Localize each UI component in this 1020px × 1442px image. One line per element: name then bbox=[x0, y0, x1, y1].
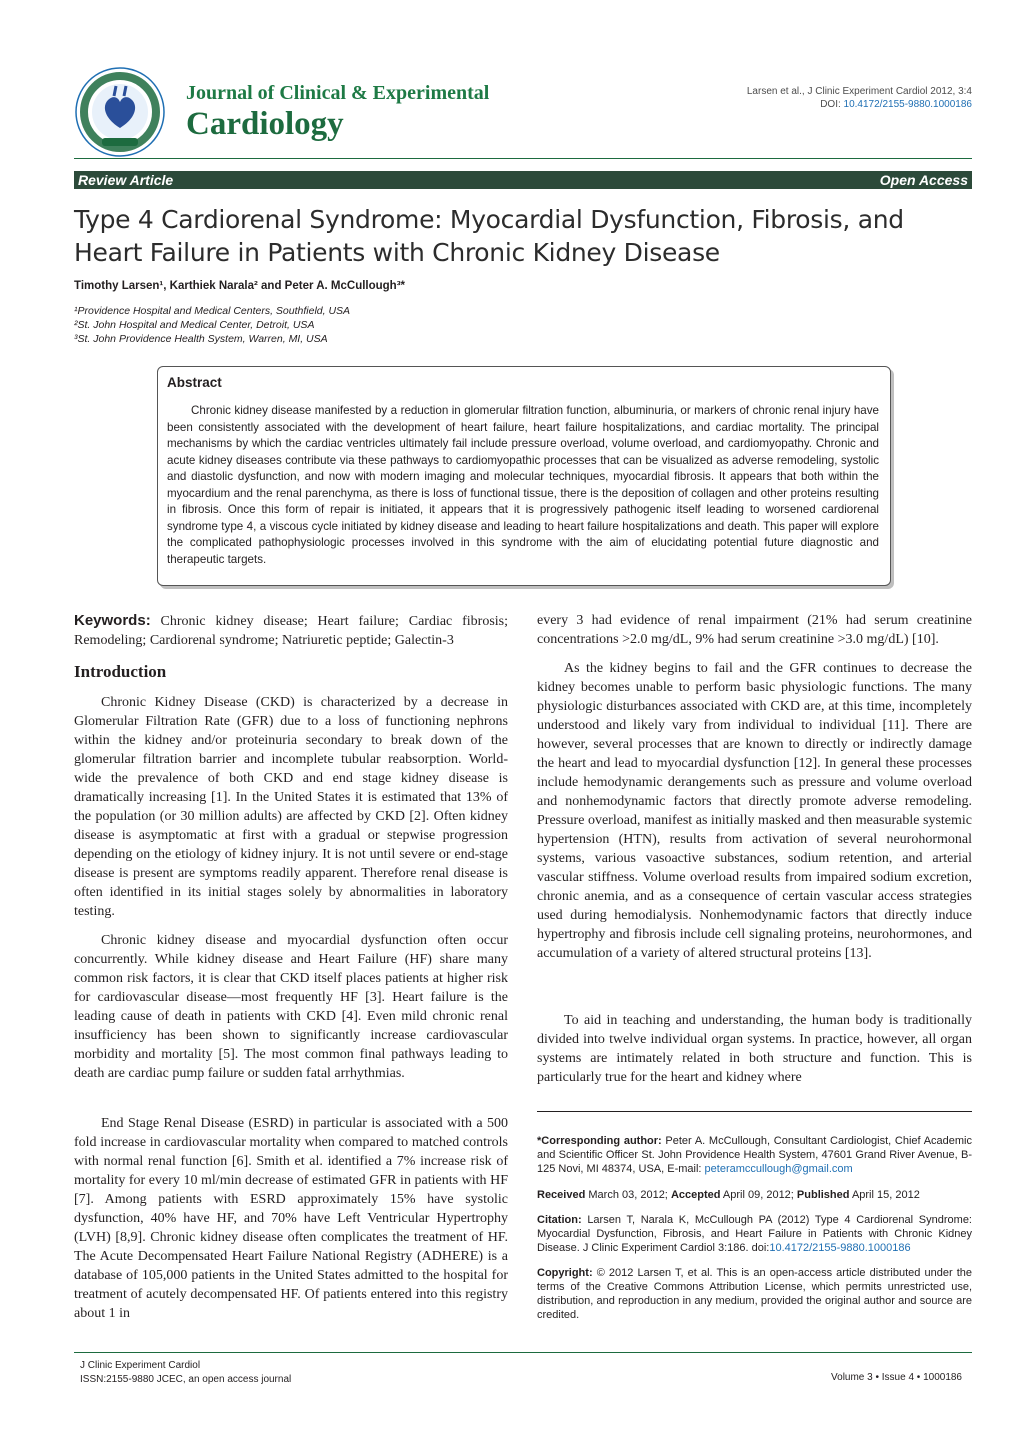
keywords bbox=[74, 611, 508, 650]
accepted-date: April 09, 2012; bbox=[722, 1189, 794, 1201]
footer-volume: Volume 3 • Issue 4 • 1000186 bbox=[831, 1372, 962, 1383]
footer-issn: ISSN:2155-9880 JCEC, an open access journal bbox=[80, 1374, 292, 1385]
right-para-3 bbox=[537, 1011, 972, 1087]
affiliation-3: ³St. John Providence Health System, Warren, MI, USA bbox=[74, 333, 328, 345]
corresponding-author bbox=[537, 1134, 972, 1176]
left-para-2 bbox=[74, 931, 508, 1083]
article-type-bar bbox=[74, 171, 972, 189]
open-access-label: Open Access bbox=[879, 172, 968, 188]
paragraph: End Stage Renal Disease (ESRD) in particular is associated with a 500 fold increase in cardiovascular mortality when compared to matched controls with normal renal function [6]. Smith et al. identified a 7% increase risk of mortality for every 10 ml/min decrease of estimated GFR in patients with HF [7]. Among patients with ESRD approximately 15% have systolic dysfunction, 40% have HF, and 70% have Left Ventricular Hypertrophy (LVH) [8,9]. Chronic kidney disease often complicates the treatment of HF. The Acute Decompensated Heart Failure National Registry (ADHERE) is a database of 105,000 patients in the United States admitted to the hospital for treatment of acutely decompensated HF. Of patients entered into this registry about 1 in bbox=[74, 1116, 508, 1321]
corr-label: *Corresponding author: bbox=[537, 1135, 662, 1147]
notes-divider bbox=[537, 1111, 972, 1112]
citation-note bbox=[537, 1213, 972, 1255]
keywords-text: Chronic kidney disease; Heart failure; Cardiac fibrosis; Remodeling; Cardiorenal syndrome; Natriuretic peptide; Galectin-3 bbox=[74, 614, 508, 648]
received-date: March 03, 2012; bbox=[588, 1189, 668, 1201]
abstract-box bbox=[157, 366, 891, 586]
paragraph: Chronic Kidney Disease (CKD) is characterized by a decrease in Glomerular Filtration Rate (GFR) due to a loss of functioning nephrons within the kidney and/or proteinuria secondary to break down of the glomerular filtration barrier and incomplete tubular reabsorption. World-wide the prevalence of both CKD and end stage kidney disease is dramatically increasing [1]. In the United States it is estimated that 13% of the population (or 30 million adults) are affected by CKD [2]. Often kidney disease is asymptomatic at first with a gradual or stepwise progression depending on the etiology of kidney injury. It is not until severe or end-stage disease is present are symptoms readily apparent. Therefore renal disease is often identified in its initial stages solely by abnormalities in laboratory testing. bbox=[74, 695, 508, 919]
article-title: Type 4 Cardiorenal Syndrome: Myocardial Dysfunction, Fibrosis, and Heart Failure in Patients with Chronic Kidney Disease bbox=[74, 205, 904, 267]
abstract-heading: Abstract bbox=[167, 375, 222, 390]
corr-email-link[interactable]: peteramccullough@gmail.com bbox=[704, 1163, 853, 1175]
authors: Timothy Larsen¹, Karthiek Narala² and Peter A. McCullough³* bbox=[74, 280, 406, 292]
received-label: Received bbox=[537, 1189, 586, 1201]
accepted-label: Accepted bbox=[670, 1189, 721, 1201]
footer-divider bbox=[74, 1352, 972, 1353]
right-para-1 bbox=[537, 611, 972, 649]
footer-left bbox=[80, 1359, 291, 1387]
affiliation-1: ¹Providence Hospital and Medical Centers, Southfield, USA bbox=[74, 305, 351, 317]
introduction-heading: Introduction bbox=[74, 662, 167, 681]
citation-text-note: Larsen T, Narala K, McCullough PA (2012) Type 4 Cardiorenal Syndrome: Myocardial Dysfunction, Fibrosis, and Heart Failure in Patients with Chronic Kidney Disease. J Clinic Experiment Cardiol 3:186. doi: bbox=[537, 1214, 972, 1254]
journal-logo bbox=[74, 66, 166, 158]
published-date: April 15, 2012 bbox=[851, 1189, 920, 1201]
copyright-note bbox=[537, 1266, 972, 1322]
paragraph: To aid in teaching and understanding, the human body is traditionally divided into twelve individual organ systems. In practice, however, all organ systems are intimately related in both structure and function. This is particularly true for the heart and kidney where bbox=[537, 1013, 972, 1085]
doi-link[interactable]: 10.4172/2155-9880.1000186 bbox=[843, 99, 972, 110]
citation-label: Citation: bbox=[537, 1214, 582, 1226]
copyright-label: Copyright: bbox=[537, 1267, 593, 1279]
header-divider bbox=[74, 158, 972, 159]
dates-line bbox=[537, 1188, 972, 1202]
keywords-label: Keywords: bbox=[74, 612, 151, 629]
citation-doi-link[interactable]: 10.4172/2155-9880.1000186 bbox=[769, 1242, 911, 1254]
left-para-3 bbox=[74, 1114, 508, 1323]
footer-journal: J Clinic Experiment Cardiol bbox=[80, 1360, 201, 1371]
paragraph: every 3 had evidence of renal impairment (21% had serum creatinine concentrations >2.0 mg/dL, 9% had serum creatinine >3.0 mg/dL) [10]. bbox=[537, 613, 972, 647]
paragraph: Chronic kidney disease and myocardial dysfunction often occur concurrently. While kidney disease and Heart Failure (HF) share many common risk factors, it is clear that CKD itself places patients at higher risk for cardiovascular disease—most frequently HF [3]. Heart failure is the leading cause of death in patients with CKD [4]. Even mild chronic renal insufficiency has been shown to significantly increase cardiovascular morbidity and mortality [5]. The most common final pathways leading to death are cardiac pump failure or sudden fatal arrhythmias. bbox=[74, 933, 508, 1081]
published-label: Published bbox=[796, 1189, 850, 1201]
paragraph: As the kidney begins to fail and the GFR continues to decrease the kidney becomes unable to perform basic physiologic functions. The many physiologic disturbances associated with CKD are, at this time, incompletely understood and likely vary from individual to individual [11]. There are however, several processes that are known to directly or indirectly damage the heart and lead to myocardial dysfunction [12]. In general these processes include hemodynamic derangements such as pressure and volume overload and nonhemodynamic factors that directly promote adverse remodeling. Pressure overload, manifest as initially masked and then measurable systemic hypertension (HTN), results from activation of several neurohormonal systems, various vasoactive substances, sodium retention, and arterial vascular stiffness. Volume overload results from impaired sodium excretion, chronic anemia, and as a consequence of certain vascular access strategies used during hemodialysis. Nonhemodynamic factors that directly induce hypertrophy and fibrosis include cell signaling proteins, neurohormones, and accumulation of a variety of altered structural proteins [13]. bbox=[537, 661, 972, 961]
citation-text: Larsen et al., J Clinic Experiment Cardiol 2012, 3:4 bbox=[746, 86, 972, 97]
abstract-text: Chronic kidney disease manifested by a reduction in glomerular filtration function, albuminuria, or markers of chronic renal injury have been consistently associated with the development of heart failure, heart failure hospitalizations, and cardiac mortality. The principal mechanisms by which the cardiac ventricles ultimately fail include pressure overload, volume overload, and cardiomyopathy. Chronic and acute kidney diseases contribute via these pathways to cardiomyopathic processes that can be visualized as adverse remodeling, systolic and diastolic dysfunction, and now with modern imaging and molecular techniques, myocardial fibrosis. It appears that both within the myocardium and the renal parenchyma, as there is loss of functional tissue, there is the deposition of collagen and other proteins resulting in fibrosis. Once this form of repair is initiated, it appears that it is progressively pathogenic itself leading to worsened cardiorenal syndrome type 4, a viscous cycle initiated by kidney disease and leading to heart failure hospitalizations and death. This paper will explore the complicated pathophysiologic processes involved in this syndrome with the aim of elucidating potential future diagnostic and therapeutic targets. bbox=[167, 404, 879, 566]
doi-line bbox=[747, 98, 972, 111]
journal-title-line2: Cardiology bbox=[186, 106, 344, 142]
left-para-1 bbox=[74, 693, 508, 921]
journal-title-line1: Journal of Clinical & Experimental bbox=[186, 82, 490, 104]
copyright-text: © 2012 Larsen T, et al. This is an open-access article distributed under the terms of the Creative Commons Attribution License, which permits unrestricted use, distribution, and reproduction in any medium, provided the original author and source are credited. bbox=[537, 1267, 972, 1321]
right-para-2 bbox=[537, 659, 972, 963]
doi-label: DOI: bbox=[820, 99, 841, 110]
affiliation-2: ²St. John Hospital and Medical Center, Detroit, USA bbox=[74, 319, 315, 331]
corr-text: Peter A. McCullough, Consultant Cardiologist, Chief Academic and Scientific Officer St. John Providence Health System, 47601 Grand River Avenue, B-125 Novi, MI 48374, USA, E-mail: bbox=[537, 1135, 972, 1175]
article-type-label: Review Article bbox=[78, 172, 174, 188]
top-citation bbox=[747, 85, 972, 111]
